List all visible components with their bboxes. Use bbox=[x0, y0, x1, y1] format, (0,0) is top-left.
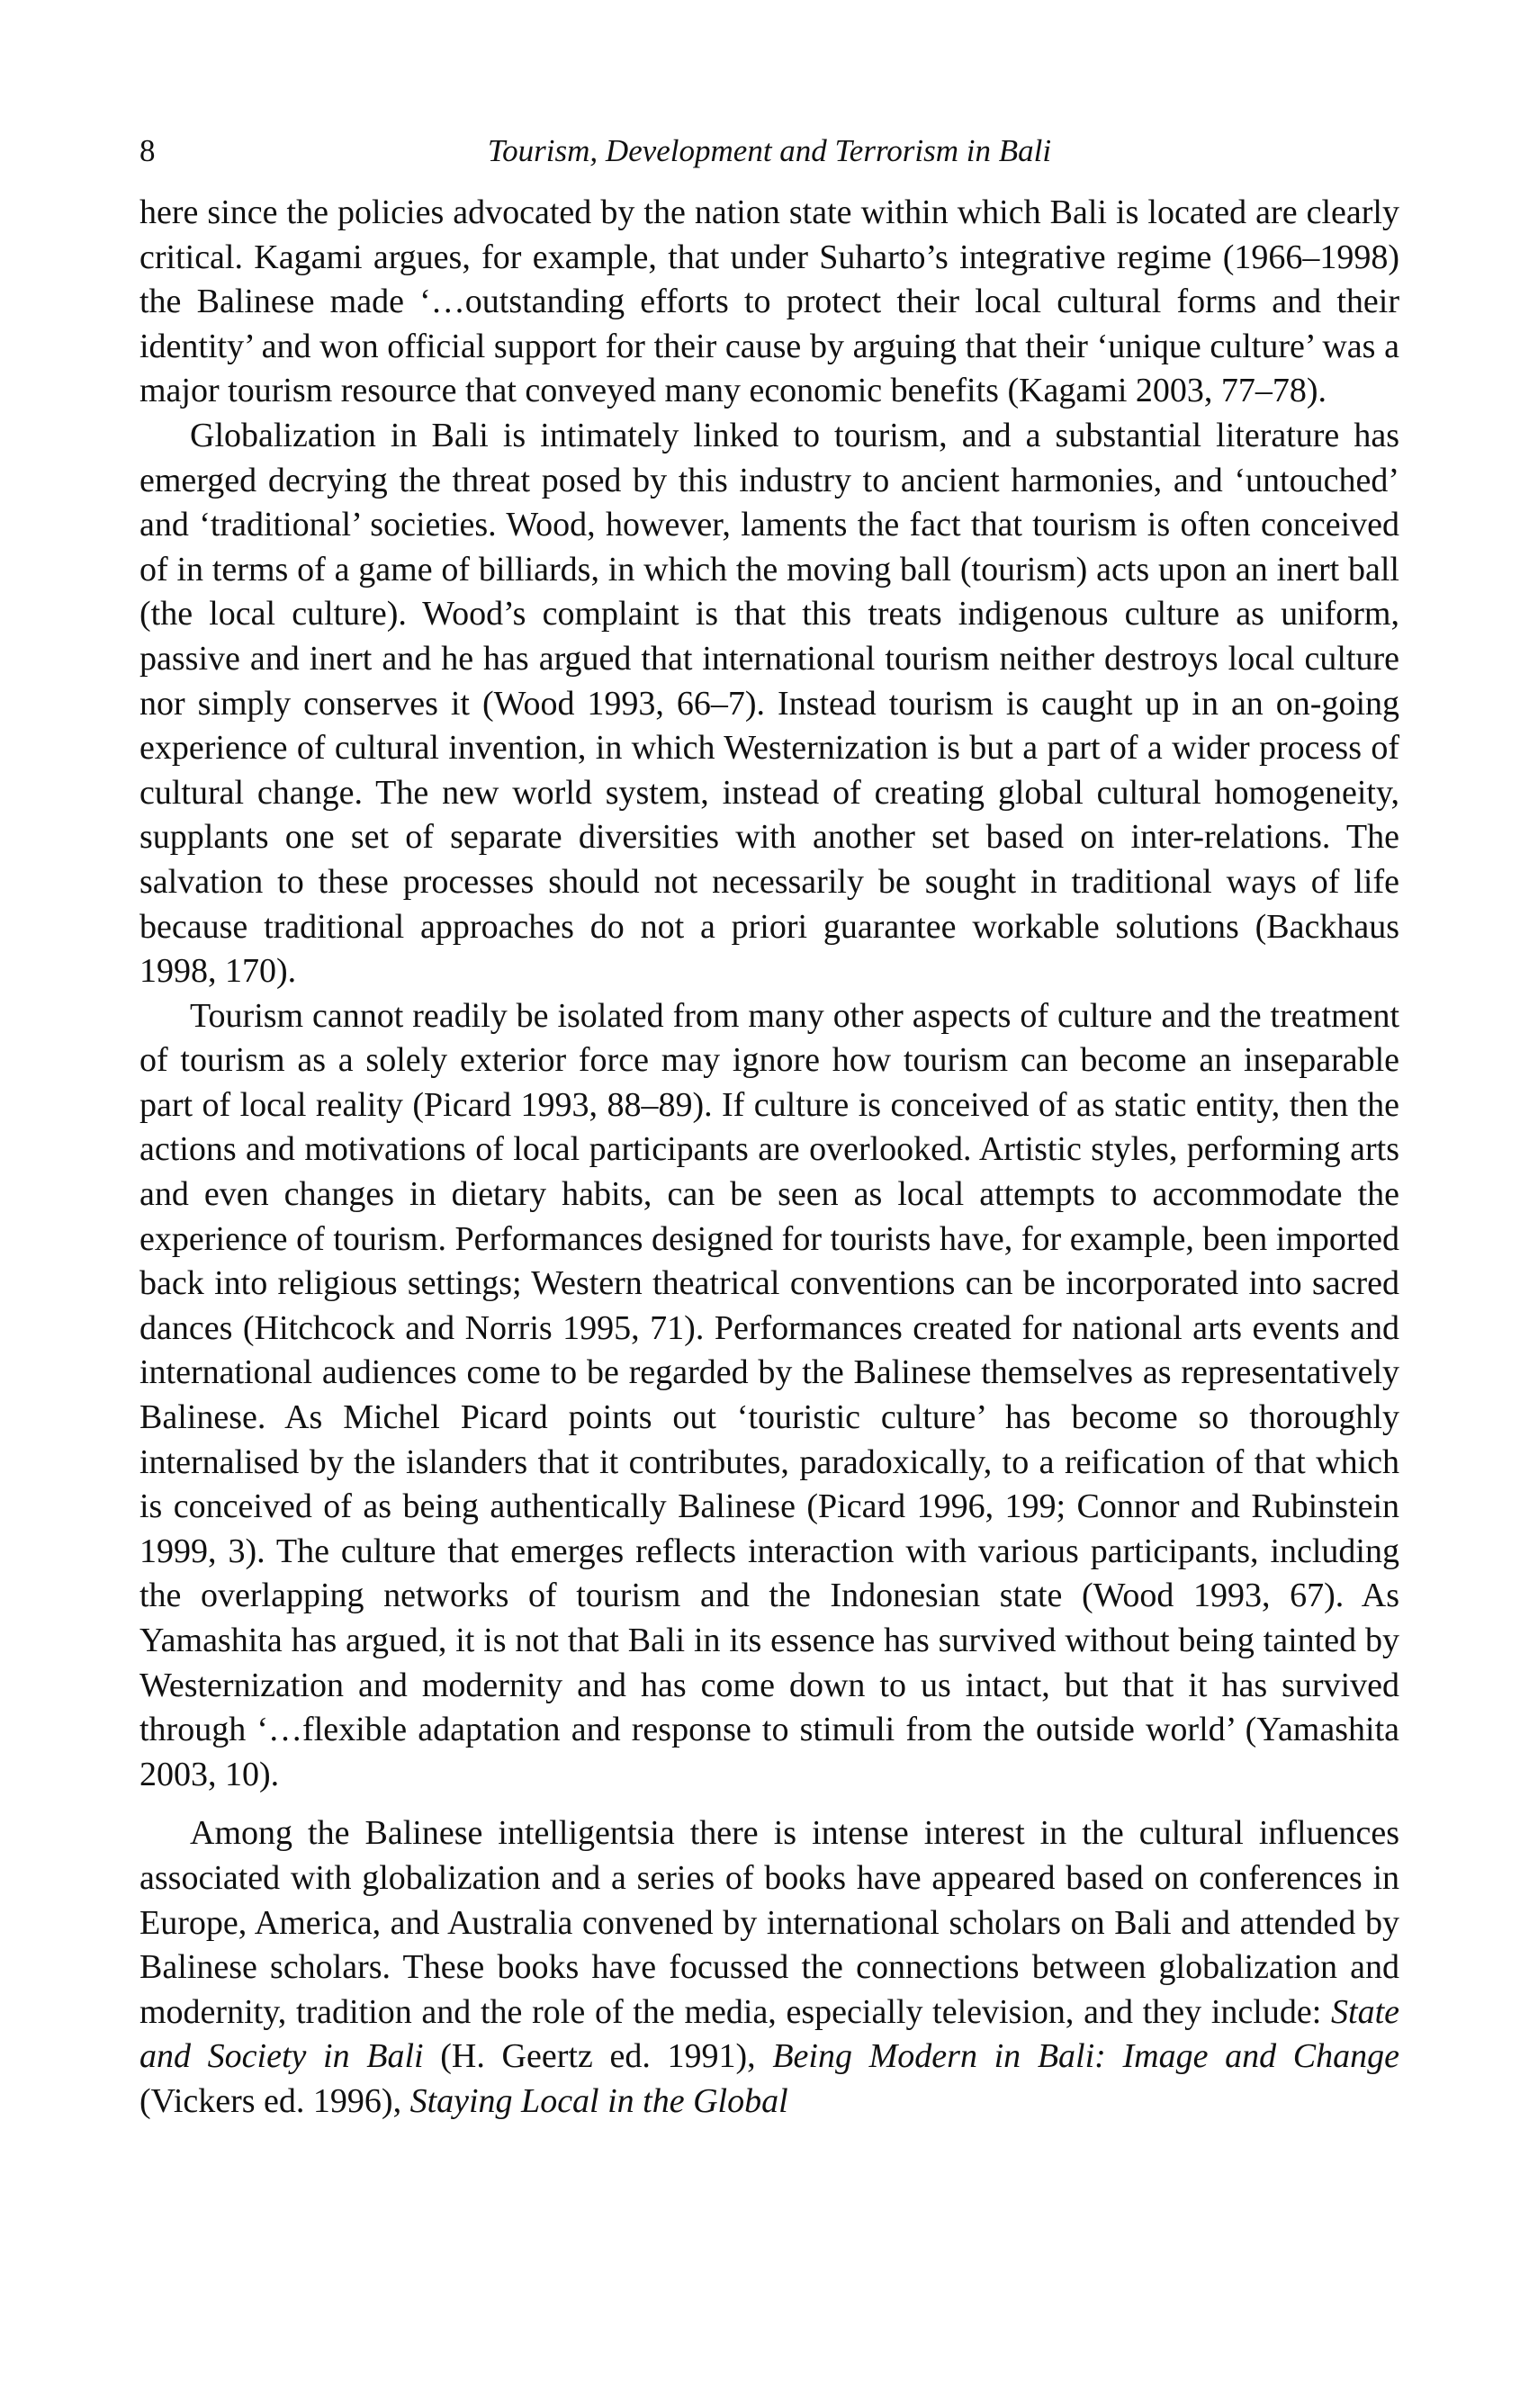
paragraph-continued: here since the policies advocated by the nation state within which Bali is located are clearly critical. Kagami argues, for example, that under Suharto’s integrative regime (1966–1998) the Balinese made ‘…outstanding efforts to protect their local cultural forms and their identity’ and won official support for their cause by arguing that their ‘unique culture’ was a major tourism resource that conveyed many economic benefits (Kagami 2003, 77–78). bbox=[139, 193, 1399, 410]
book-title: State and Society in Bali bbox=[139, 1992, 1399, 2076]
paragraph-balinese-intelligentsia bbox=[139, 1811, 1399, 2124]
paragraph-text: (Vickers ed. 1996), bbox=[139, 2081, 410, 2120]
paragraph-globalization: Globalization in Bali is intimately linked to tourism, and a substantial literature has emerged decrying the threat posed by this industry to ancient harmonies, and ‘untouched’ and ‘traditional’ societies. Wood, however, laments the fact that tourism is often conceived of in terms of a game of billiards, in which the moving ball (tourism) acts upon an inert ball (the local culture). Wood’s complaint is that this treats indigenous culture as uniform, passive and inert and he has argued that international tourism neither destroys local culture nor simply conserves it (Wood 1993, 66–7). Instead tourism is caught up in an on-going experience of cultural invention, in which Westernization is but a part of a wider process of cultural change. The new world system, instead of creating global cultural homogeneity, supplants one set of separate diversities with another set based on inter-relations. The salvation to these processes should not necessarily be sought in traditional ways of life because traditional approaches do not a priori guarantee workable solutions (Backhaus 1998, 170). bbox=[139, 416, 1399, 991]
running-header bbox=[139, 126, 1399, 180]
running-title: Tourism, Development and Terrorism in Bali bbox=[487, 133, 1052, 168]
paragraph-tourism-culture: Tourism cannot readily be isolated from many other aspects of culture and the treatment of tourism as a solely exterior force may ignore how tourism can become an inseparable part of local reality (Picard 1993, 88–89). If culture is conceived of as static entity, then the actions and motivations of local participants are overlooked. Artistic styles, performing arts and even changes in dietary habits, can be seen as local attempts to accommodate the experience of tourism. Performances designed for tourists have, for example, been imported back into religious settings; Western theatrical conventions can be incorporated into sacred dances (Hitchcock and Norris 1995, 71). Performances created for national arts events and international audiences come to be regarded by the Balinese themselves as representatively Balinese. As Michel Picard points out ‘touristic culture’ has become so thoroughly internalised by the islanders that it contributes, paradoxically, to a reification of that which is conceived of as being authentically Balinese (Picard 1996, 199; Connor and Rubinstein 1999, 3). The culture that emerges reflects interaction with various participants, including the overlapping networks of tourism and the Indonesian state (Wood 1993, 67). As Yamashita has argued, it is not that Bali in its essence has survived without being tainted by Westernization and modernity and has come down to us intact, but that it has survived through ‘…flexible adaptation and response to stimuli from the outside world’ (Yamashita 2003, 10). bbox=[139, 996, 1399, 1793]
body-text bbox=[139, 191, 1399, 2125]
paragraph-text: Among the Balinese intelligentsia there is intense interest in the cultural influences associated with globalization and a series of books have appeared based on conferences in Europe, America, and Australia convened by international scholars on Bali and attended by Balinese scholars. These books have focussed the connections between globalization and modernity, tradition and the role of the media, especially television, and they include: bbox=[139, 1814, 1399, 2031]
book-title: Staying Local in the Global bbox=[409, 2081, 788, 2120]
page-number: 8 bbox=[139, 133, 156, 168]
book-page bbox=[139, 126, 1399, 2125]
paragraph-text: (H. Geertz ed. 1991), bbox=[423, 2037, 773, 2076]
book-title: Being Modern in Bali: Image and Change bbox=[772, 2037, 1399, 2076]
